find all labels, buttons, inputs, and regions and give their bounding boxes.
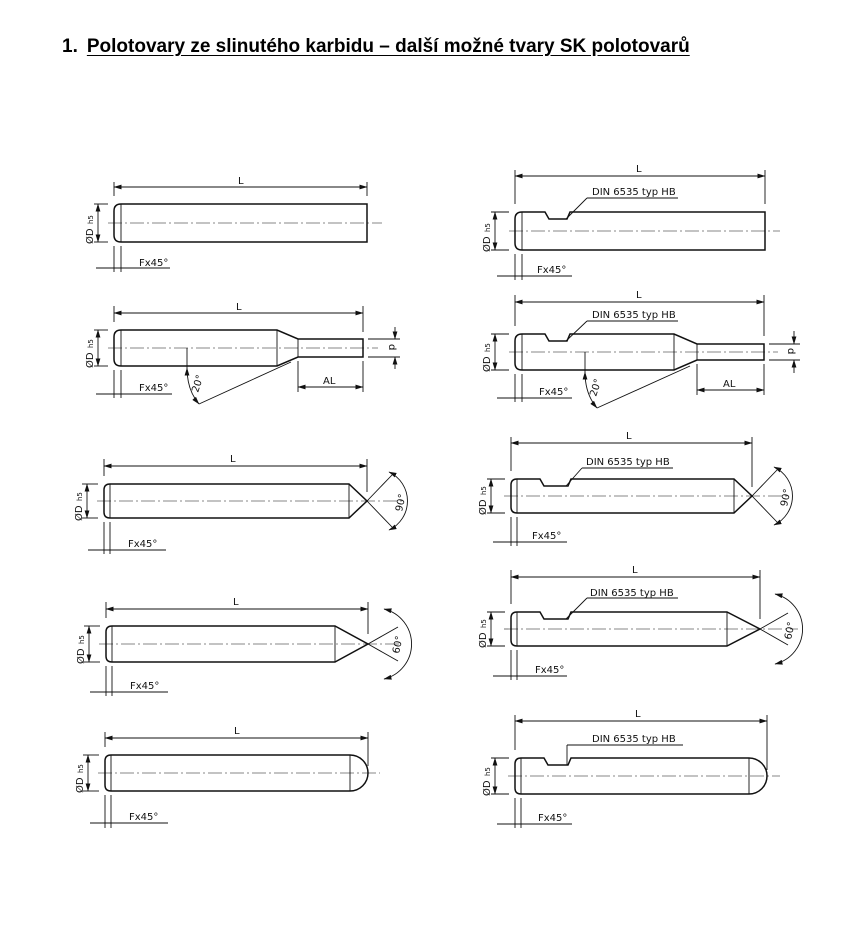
dim-diameter-label: ØD (85, 228, 96, 244)
blank-left-4 (75, 597, 412, 696)
dim-diameter-label: ØD (76, 648, 87, 664)
angle-60-label: 60° (783, 620, 798, 641)
groove-label: DIN 6535 typ HB (586, 457, 670, 468)
dim-tolerance-label: h5 (484, 223, 492, 232)
dim-tolerance-label: h5 (484, 343, 492, 352)
groove-label: DIN 6535 typ HB (590, 588, 674, 599)
dim-length-label: L (236, 302, 242, 313)
dim-length-label: L (632, 565, 638, 576)
blank-right-3 (477, 431, 794, 546)
dim-tolerance-label: h5 (480, 486, 488, 495)
dim-neck-length-label: AL (723, 379, 736, 390)
dim-tolerance-label: h5 (87, 339, 95, 348)
section-title: Polotovary ze slinutého karbidu – další možné tvary SK polotovarů (86, 36, 690, 57)
dim-length-label: L (636, 164, 642, 175)
dim-length-label: L (635, 709, 641, 720)
chamfer-label: Fx45° (538, 813, 568, 824)
angle-90-label: 90° (779, 487, 794, 508)
chamfer-label: Fx45° (129, 812, 159, 823)
blank-left-1 (84, 176, 382, 272)
dim-tolerance-label: h5 (78, 635, 86, 644)
dim-diameter-label: ØD (482, 356, 493, 372)
angle-90-label: 90° (394, 492, 409, 513)
blank-right-2 (481, 290, 800, 408)
dim-diameter-label: ØD (75, 777, 86, 793)
dim-diameter-label: ØD (482, 780, 493, 796)
dim-tolerance-label: h5 (484, 767, 492, 776)
dim-diameter-label: ØD (85, 352, 96, 368)
dim-length-label: L (234, 726, 240, 737)
dim-neck-length-label: AL (323, 376, 336, 387)
chamfer-label: Fx45° (130, 681, 160, 692)
angle-20-label: 20° (190, 373, 207, 394)
dim-diameter-label: ØD (478, 632, 489, 648)
chamfer-label: Fx45° (535, 665, 565, 676)
dim-tolerance-label: h5 (77, 764, 85, 773)
dim-diameter-label: ØD (74, 505, 85, 521)
chamfer-label: Fx45° (128, 539, 158, 550)
dim-tolerance-label: h5 (76, 492, 84, 501)
dim-length-label: L (233, 597, 239, 608)
chamfer-label: Fx45° (537, 265, 567, 276)
angle-60-label: 60° (391, 634, 406, 655)
chamfer-label: Fx45° (139, 383, 169, 394)
dim-length-label: L (238, 176, 244, 187)
blank-right-1 (481, 164, 780, 280)
dim-tolerance-label: h5 (87, 215, 95, 224)
chamfer-label: Fx45° (532, 531, 562, 542)
blank-left-3 (73, 454, 409, 554)
chamfer-label: Fx45° (139, 258, 169, 269)
blank-left-5 (74, 726, 380, 828)
dim-diameter-label: ØD (478, 499, 489, 515)
blank-right-4 (477, 565, 803, 680)
chamfer-label: Fx45° (539, 387, 569, 398)
dim-length-label: L (230, 454, 236, 465)
groove-label: DIN 6535 typ HB (592, 310, 676, 321)
dim-neck-diameter-label: d (785, 348, 796, 355)
groove-label: DIN 6535 typ HB (592, 187, 676, 198)
blank-right-5 (481, 709, 780, 828)
dim-length-label: L (626, 431, 632, 442)
angle-20-label: 20° (588, 377, 605, 398)
blank-left-2 (84, 302, 400, 404)
dim-diameter-label: ØD (482, 236, 493, 252)
dim-neck-diameter-label: d (386, 344, 397, 351)
dim-tolerance-label: h5 (480, 619, 488, 628)
section-number: 1. (62, 36, 78, 57)
groove-label: DIN 6535 typ HB (592, 734, 676, 745)
dim-length-label: L (636, 290, 642, 301)
